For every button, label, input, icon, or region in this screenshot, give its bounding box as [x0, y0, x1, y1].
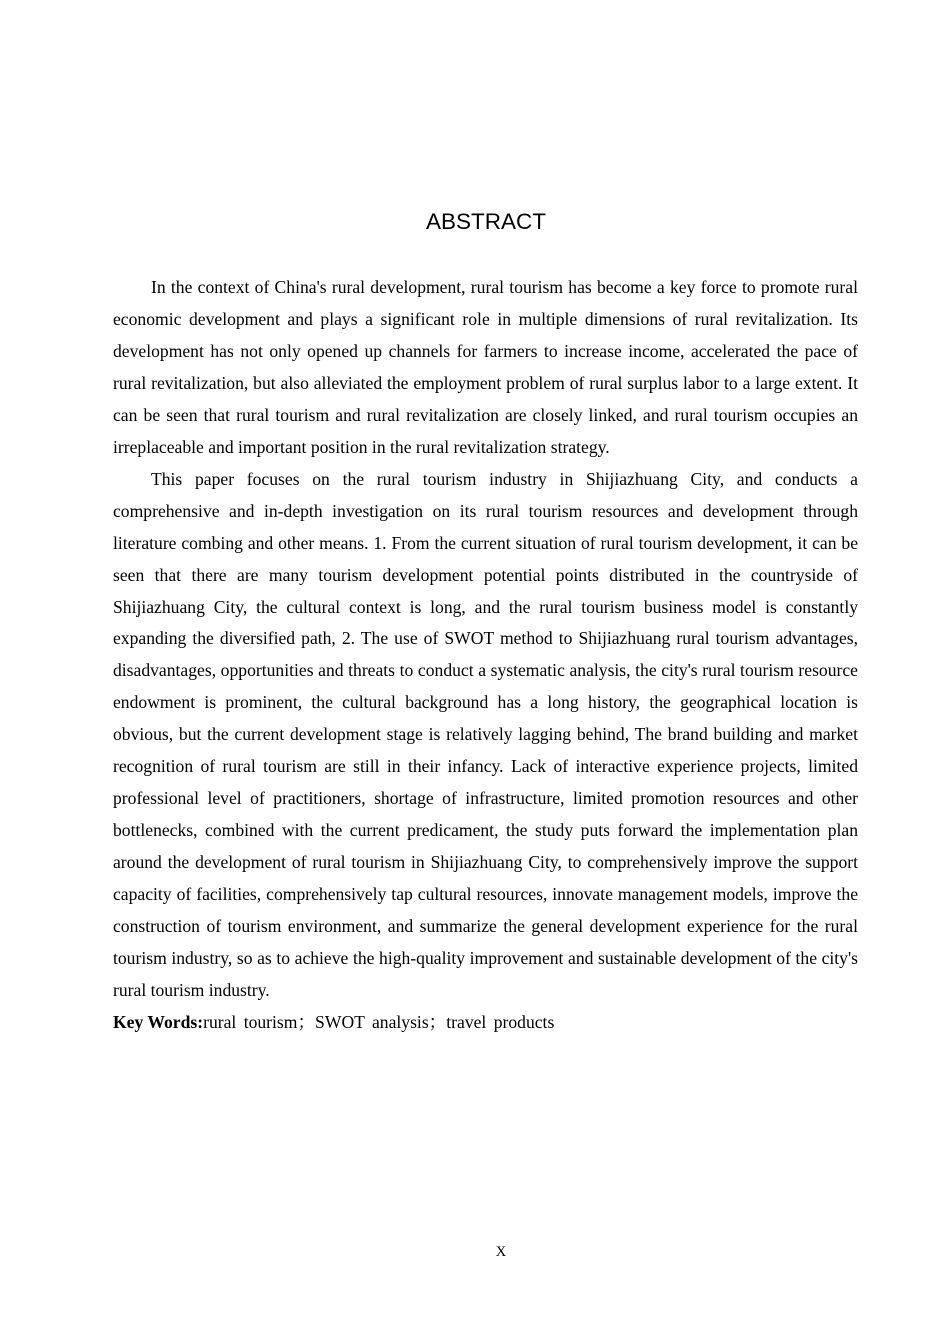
abstract-body [113, 272, 858, 1039]
abstract-paragraph-2: This paper focuses on the rural tourism industry in Shijiazhuang City, and conducts a comprehensive and in-depth investigation on its rural tourism resources and development through literature combing and other means. 1. From the current situation of rural tourism development, it can be seen that there are many tourism development potential points distributed in the countryside of Shijiazhuang City, the cultural context is long, and the rural tourism business model is constantly expanding the diversified path, 2. The use of SWOT method to Shijiazhuang rural tourism advantages, disadvantages, opportunities and threats to conduct a systematic analysis, the city's rural tourism resource endowment is prominent, the cultural background has a long history, the geographical location is obvious, but the current development stage is relatively lagging behind, The brand building and market recognition of rural tourism are still in their infancy. Lack of interactive experience projects, limited professional level of practitioners, shortage of infrastructure, limited promotion resources and other bottlenecks, combined with the current predicament, the study puts forward the implementation plan around the development of rural tourism in Shijiazhuang City, to comprehensively improve the support capacity of facilities, comprehensively tap cultural resources, innovate management models, improve the construction of tourism environment, and summarize the general development experience for the rural tourism industry, so as to achieve the high-quality improvement and sustainable development of the city's rural tourism industry. [113, 468, 858, 1000]
keywords-text: rural tourism；SWOT analysis；travel products [203, 1011, 555, 1032]
keywords-label: Key Words: [113, 1011, 204, 1032]
abstract-title: ABSTRACT [425, 209, 546, 234]
keywords-line [113, 1007, 858, 1039]
abstract-paragraph-1: In the context of China's rural development, rural tourism has become a key force to promote rural economic development and plays a significant role in multiple dimensions of rural revitalization. Its development has not only opened up channels for farmers to increase income, accelerated the pace of rural revitalization, but also alleviated the employment problem of rural surplus labor to a large extent. It can be seen that rural tourism and rural revitalization are closely linked, and rural tourism occupies an irreplaceable and important position in the rural revitalization strategy. [113, 277, 858, 457]
page-number: X [495, 1244, 507, 1260]
